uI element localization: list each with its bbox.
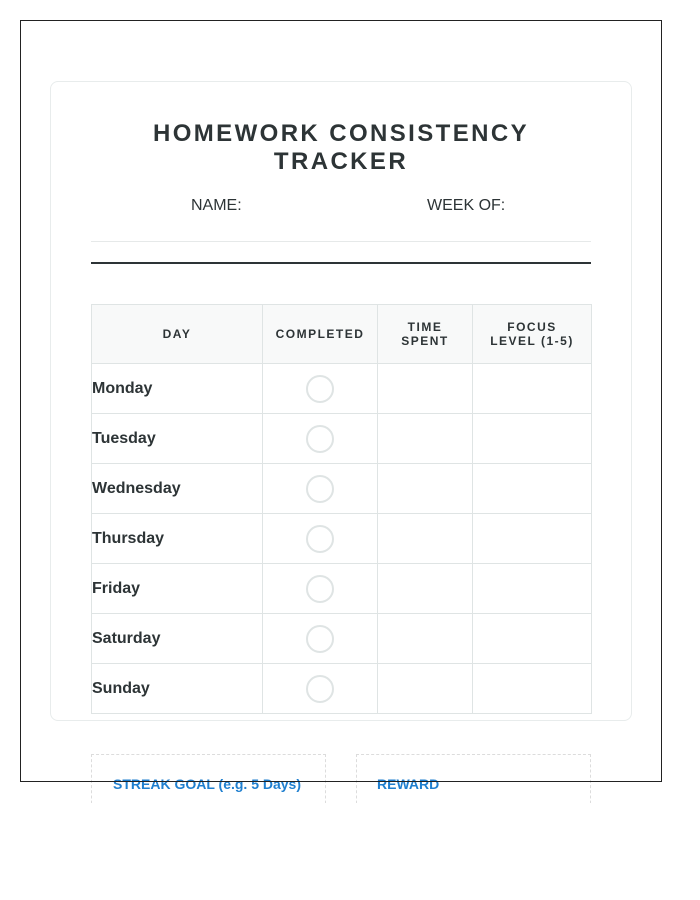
title-line-2: TRACKER <box>273 148 409 175</box>
week-of-label: WEEK OF: <box>427 197 506 214</box>
reward-label: REWARD <box>377 776 440 792</box>
name-label: NAME: <box>191 197 242 214</box>
streak-goal-label: STREAK GOAL (e.g. 5 Days) <box>113 776 302 792</box>
day-cell: Monday <box>92 364 263 414</box>
day-cell: Sunday <box>92 664 263 714</box>
header-text: LEVEL (1-5) <box>490 334 574 348</box>
day-cell: Saturday <box>92 614 263 664</box>
header-text: TIME <box>407 320 443 334</box>
page-frame-border <box>20 20 662 782</box>
day-cell: Friday <box>92 564 263 614</box>
column-header-day: DAY <box>92 305 263 364</box>
header-text: SPENT <box>401 334 449 348</box>
day-cell: Tuesday <box>92 414 263 464</box>
day-cell: Thursday <box>92 514 263 564</box>
column-header-completed: COMPLETED <box>263 305 378 364</box>
header-text: FOCUS <box>507 320 557 334</box>
title-line-1: HOMEWORK CONSISTENCY <box>152 120 529 147</box>
day-cell: Wednesday <box>92 464 263 514</box>
